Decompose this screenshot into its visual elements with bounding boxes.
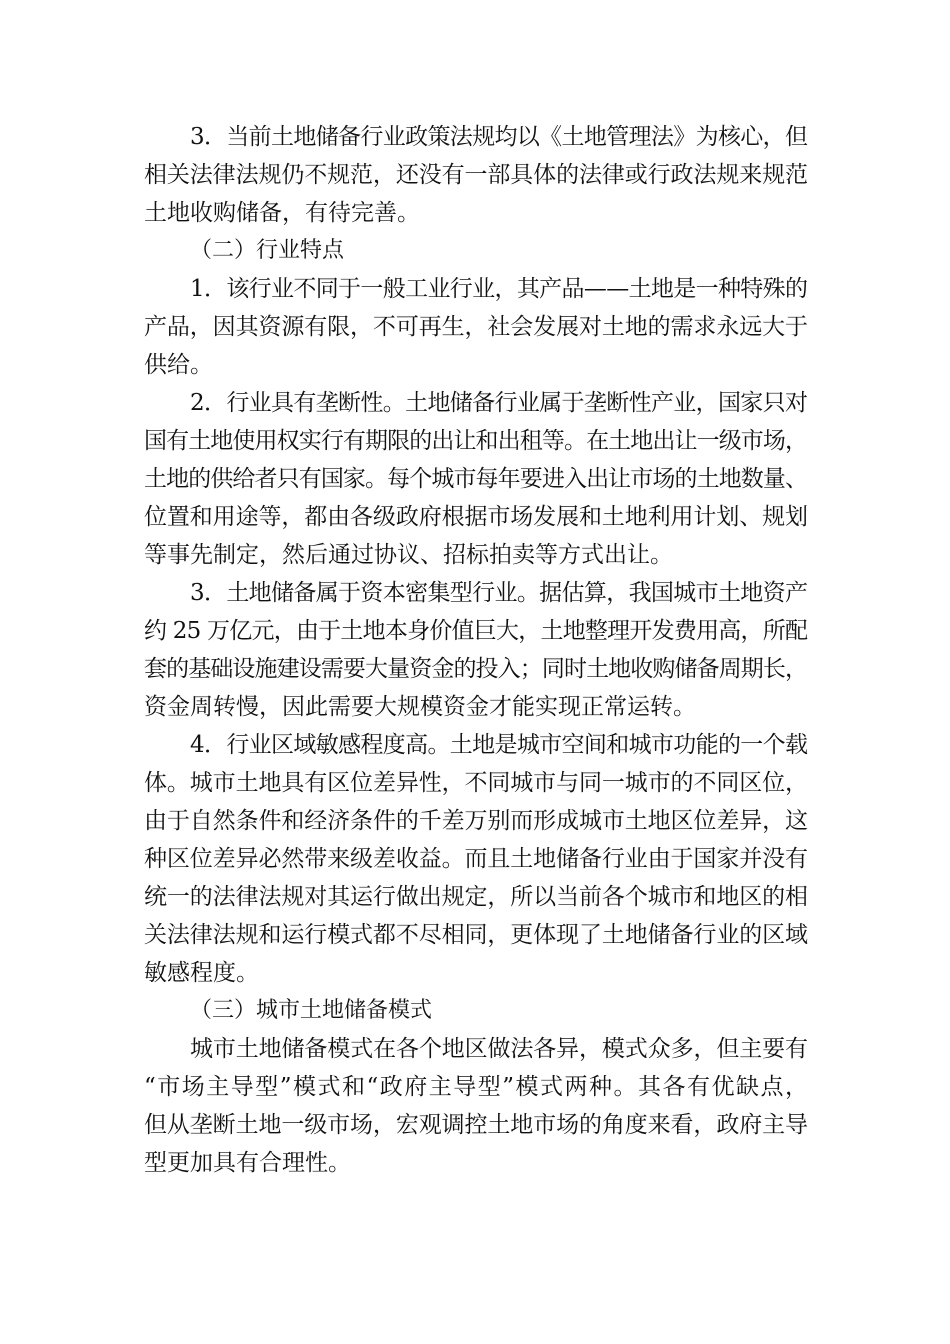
text-line: 约 25 万亿元，由于土地本身价值巨大，土地整理开发费用高，所配: [144, 618, 808, 644]
text-line: 3．土地储备属于资本密集型行业。据估算，我国城市土地资产: [190, 580, 808, 606]
paragraph-policy-3: [144, 118, 808, 232]
text-line: 4．行业区域敏感程度高。土地是城市空间和城市功能的一个载: [190, 732, 808, 758]
text-line: 体。城市土地具有区位差异性，不同城市与同一城市的不同区位，: [144, 770, 808, 796]
paragraph-feature-1: [144, 270, 808, 384]
text-line: 统一的法律法规对其运行做出规定，所以当前各个城市和地区的相: [144, 884, 808, 910]
text-line: 城市土地储备模式在各个地区做法各异，模式众多，但主要有: [190, 1036, 808, 1062]
text-line: 供给。: [144, 352, 213, 378]
text-line: 关法律法规和运行模式都不尽相同，更体现了土地储备行业的区域: [144, 922, 808, 948]
paragraph-storage-models: [144, 1030, 808, 1182]
text-line: 1．该行业不同于一般工业行业，其产品——土地是一种特殊的: [190, 276, 808, 302]
document-page: [144, 118, 808, 1182]
text-line: 3．当前土地储备行业政策法规均以《土地管理法》为核心，但: [190, 124, 808, 150]
text-line: 型更加具有合理性。: [144, 1150, 351, 1176]
paragraph-feature-3: [144, 574, 808, 726]
text-line: 土地收购储备，有待完善。: [144, 200, 420, 226]
paragraph-feature-4: [144, 726, 808, 992]
text-line: 国有土地使用权实行有期限的出让和出租等。在土地出让一级市场，: [144, 428, 808, 454]
text-line: 等事先制定，然后通过协议、招标拍卖等方式出让。: [144, 542, 673, 568]
text-line: 但从垄断土地一级市场，宏观调控土地市场的角度来看，政府主导: [144, 1112, 808, 1138]
text-line: 位置和用途等，都由各级政府根据市场发展和土地利用计划、规划: [144, 504, 808, 530]
text-line: 敏感程度。: [144, 960, 259, 986]
text-line: 2．行业具有垄断性。土地储备行业属于垄断性产业，国家只对: [190, 390, 808, 416]
text-line: 产品，因其资源有限，不可再生，社会发展对土地的需求永远大于: [144, 314, 808, 340]
section-heading-storage-models: （三）城市土地储备模式: [190, 998, 433, 1023]
text-line: 资金周转慢，因此需要大规模资金才能实现正常运转。: [144, 694, 696, 720]
text-line: 相关法律法规仍不规范，还没有一部具体的法律或行政法规来规范: [144, 162, 808, 188]
section-heading-industry-features: （二）行业特点: [190, 238, 345, 263]
paragraph-feature-2: [144, 384, 808, 574]
text-line: 种区位差异必然带来级差收益。而且土地储备行业由于国家并没有: [144, 846, 808, 872]
text-line: 套的基础设施建设需要大量资金的投入；同时土地收购储备周期长，: [144, 656, 808, 682]
text-line: 土地的供给者只有国家。每个城市每年要进入出让市场的土地数量、: [144, 466, 808, 492]
text-line: 由于自然条件和经济条件的千差万别而形成城市土地区位差异，这: [144, 808, 808, 834]
text-line: “市场主导型”模式和“政府主导型”模式两种。其各有优缺点，: [144, 1074, 810, 1100]
